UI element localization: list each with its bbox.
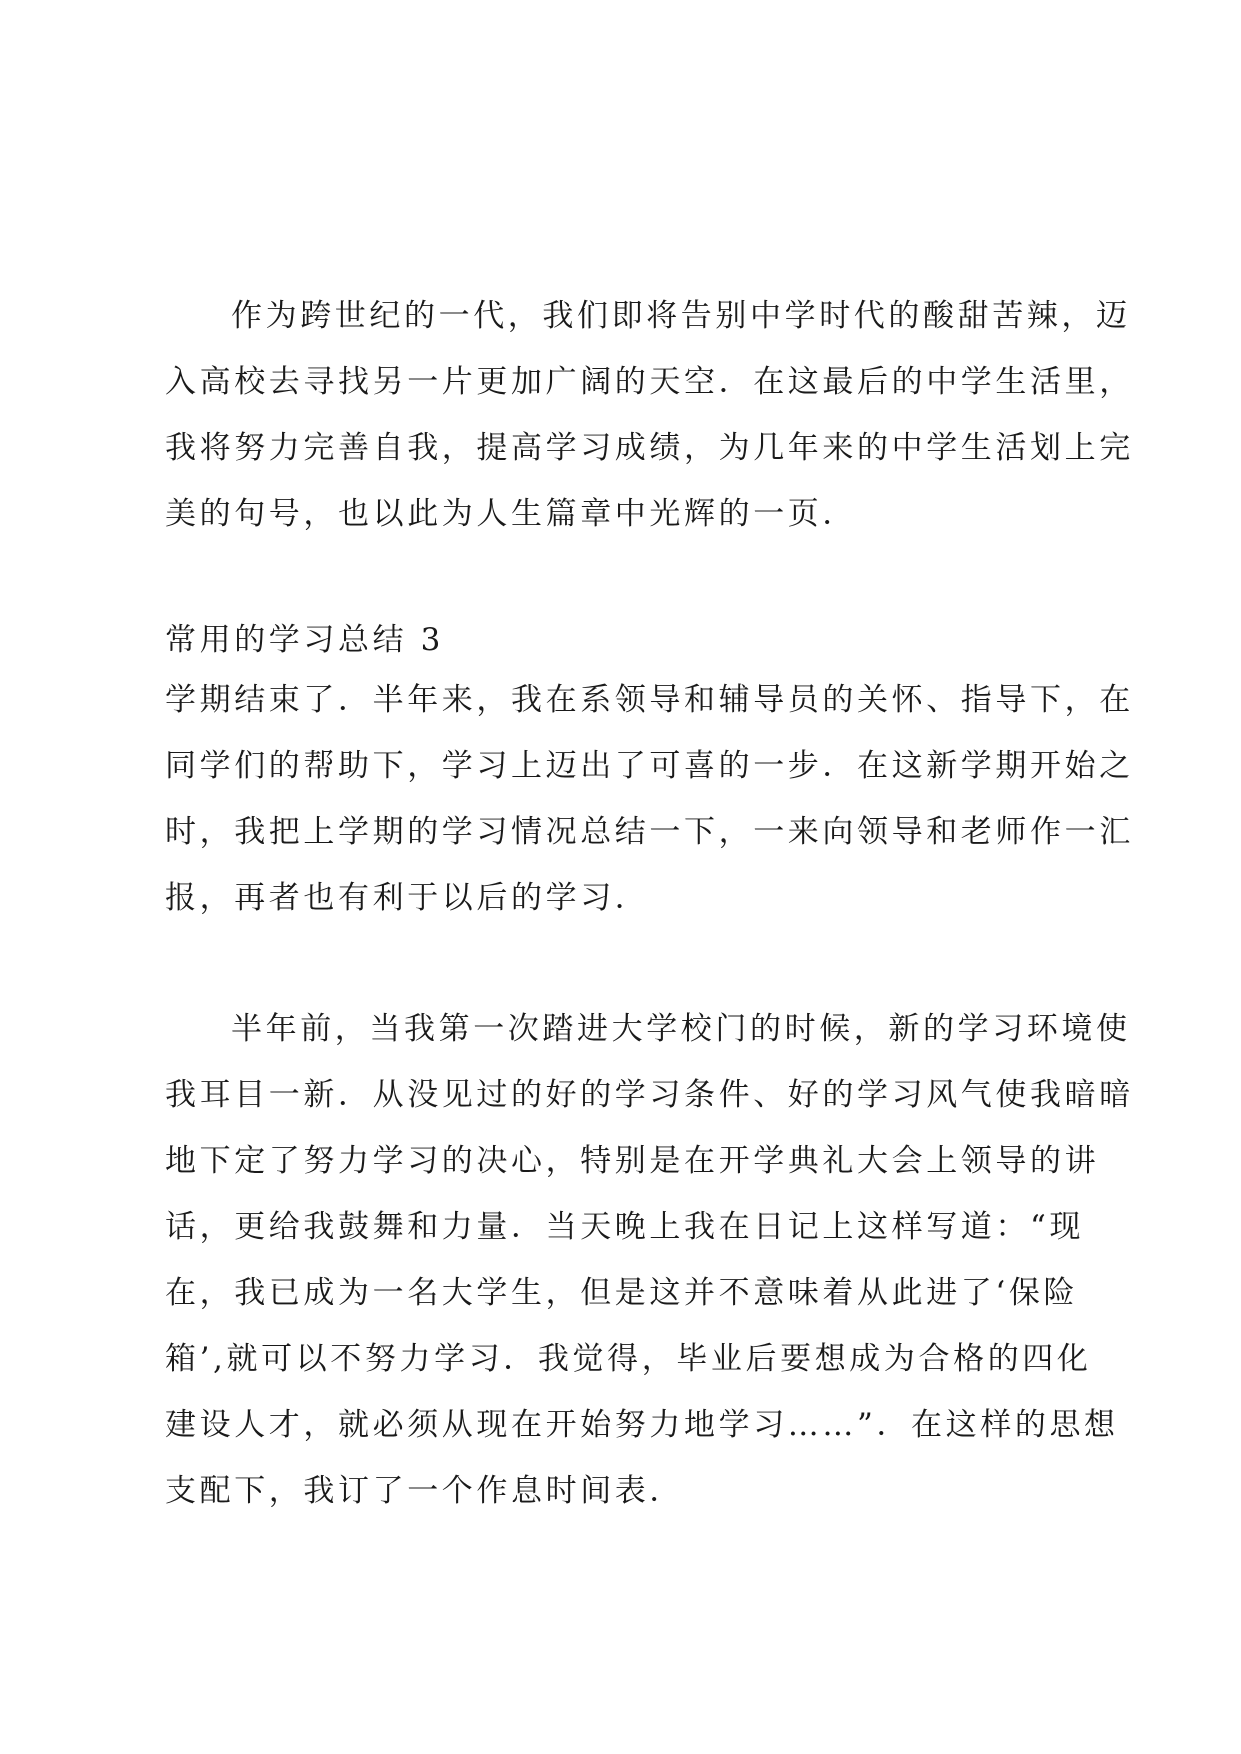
section-heading-text: 常用的学习总结 3 (165, 622, 444, 658)
paragraph-line: 我将努力完善自我，提高学习成绩，为几年来的中学生活划上完 (165, 430, 1134, 466)
paragraph-intro (165, 283, 1134, 547)
paragraph-line: 报，再者也有利于以后的学习． (165, 880, 650, 916)
paragraph-line: 我耳目一新．从没见过的好的学习条件、好的学习风气使我暗暗 (165, 1077, 1134, 1113)
paragraph-line: 话，更给我鼓舞和力量．当天晚上我在日记上这样写道：“现 (165, 1209, 1085, 1245)
paragraph-line: 时，我把上学期的学习情况总结一下，一来向领导和老师作一汇 (165, 814, 1134, 850)
paragraph-line: 美的句号，也以此为人生篇章中光辉的一页． (165, 496, 857, 532)
paragraph-half-year-ago (165, 996, 1134, 1524)
paragraph-line: 在，我已成为一名大学生，但是这并不意味着从此进了‘保险 (165, 1275, 1079, 1311)
paragraph-line: 半年前，当我第一次踏进大学校门的时候，新的学习环境使 (231, 1011, 1131, 1047)
paragraph-line: 箱’,就可以不努力学习．我觉得，毕业后要想成为合格的四化 (165, 1341, 1092, 1377)
paragraph-line: 支配下，我订了一个作息时间表． (165, 1473, 684, 1509)
paragraph-semester-end (165, 667, 1134, 931)
paragraph-line: 建设人才，就必须从现在开始努力地学习……”．在这样的思想 (165, 1407, 1119, 1443)
paragraph-line: 同学们的帮助下，学习上迈出了可喜的一步．在这新学期开始之 (165, 748, 1134, 784)
paragraph-line: 地下定了努力学习的决心，特别是在开学典礼大会上领导的讲 (165, 1143, 1100, 1179)
paragraph-line: 学期结束了．半年来，我在系领导和辅导员的关怀、指导下，在 (165, 682, 1134, 718)
section-heading (165, 620, 1095, 660)
paragraph-line: 入高校去寻找另一片更加广阔的天空．在这最后的中学生活里， (165, 364, 1134, 400)
paragraph-line: 作为跨世纪的一代，我们即将告别中学时代的酸甜苦辣，迈 (231, 298, 1131, 334)
